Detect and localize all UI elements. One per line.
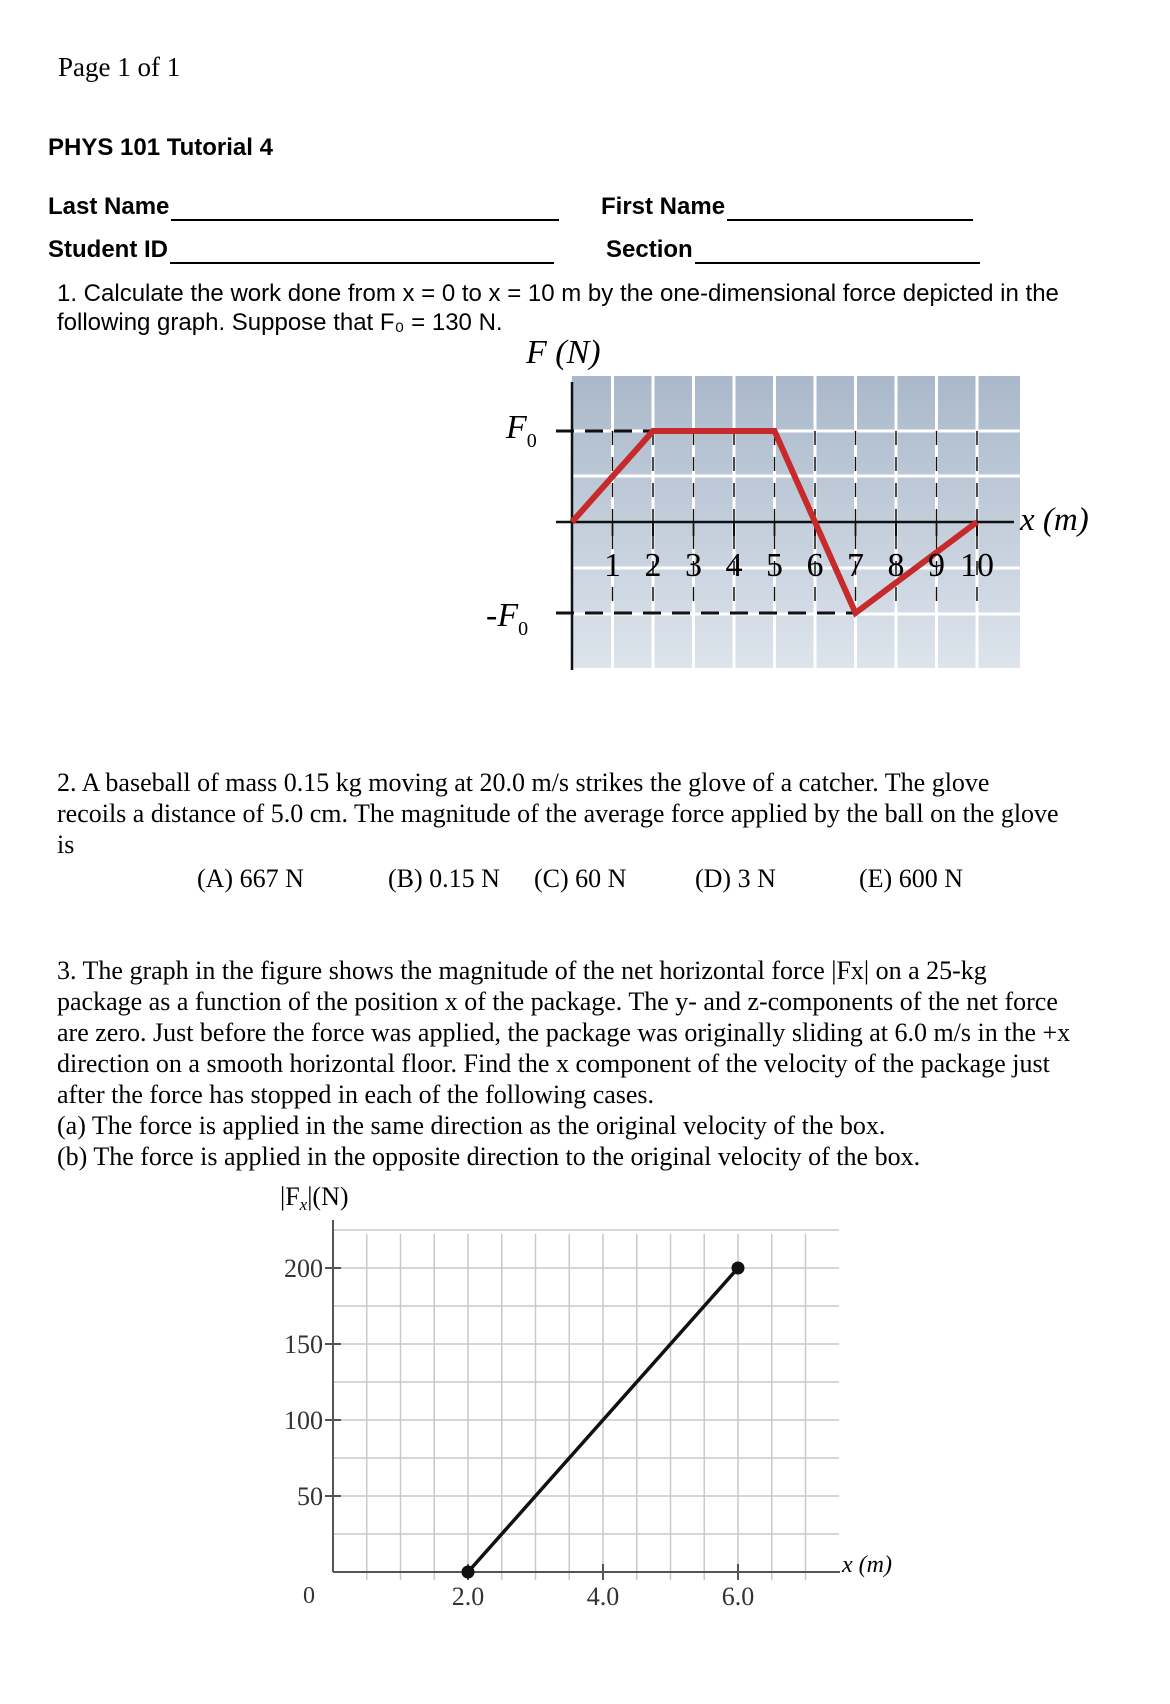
question-3-line-4: direction on a smooth horizontal floor. Find the x component of the velocity of the package just xyxy=(57,1049,1050,1078)
question-3-line-5: after the force has stopped in each of the following cases. xyxy=(57,1080,655,1109)
chart-2-grid xyxy=(333,1230,839,1580)
chart-1-x-tick-label-8: 8 xyxy=(887,547,905,584)
chart-1-x-tick-label-9: 9 xyxy=(928,547,945,584)
choice-c[interactable]: (C) 60 N xyxy=(534,864,627,893)
chart-2-x-tick-label-4.0: 4.0 xyxy=(586,1582,620,1611)
chart-1-x-tick-label-4: 4 xyxy=(725,547,743,584)
chart-1-x-axis-label: x (m) xyxy=(1020,502,1089,538)
question-3-line-7: (b) The force is applied in the opposite direction to the original velocity of the box. xyxy=(57,1142,921,1171)
chart-1-x-tick-label-2: 2 xyxy=(644,547,662,584)
chart-2-y-tick-labels xyxy=(284,1254,323,1511)
chart-1-x-tick-label-5: 5 xyxy=(766,547,783,584)
question-1-line-2: following graph. Suppose that F₀ = 130 N. xyxy=(57,309,503,336)
question-3-line-2: package as a function of the position x of the package. The y- and z-components of the net force xyxy=(57,987,1058,1016)
chart-1-x-tick-label-1: 1 xyxy=(604,547,621,584)
chart-1-x-tick-label-7: 7 xyxy=(847,547,864,584)
chart-2-y-tick-label-200: 200 xyxy=(284,1254,323,1283)
force-position-chart-1 xyxy=(0,0,1170,740)
force-position-chart-2 xyxy=(0,1160,1170,1620)
question-3-line-3: are zero. Just before the force was applied, the package was originally sliding at 6.0 m/s in the +x xyxy=(57,1018,1071,1047)
last-name-label: Last Name xyxy=(48,193,170,220)
chart-2-y-tick-label-50: 50 xyxy=(297,1482,323,1511)
question-2-line-1: 2. A baseball of mass 0.15 kg moving at 20.0 m/s strikes the glove of a catcher. The glove xyxy=(57,768,990,797)
chart-2-x-tick-label-6.0: 6.0 xyxy=(721,1582,755,1611)
chart-1-y-axis-label: F (N) xyxy=(526,334,601,371)
chart-2-y-axis-label: |Fx|(N) xyxy=(280,1182,349,1214)
chart-1-x-tick-label-10: 10 xyxy=(960,547,994,584)
chart-2-x-axis-label: x (m) xyxy=(842,1552,892,1578)
choice-d[interactable]: (D) 3 N xyxy=(695,864,776,893)
chart-2-point-1 xyxy=(732,1262,745,1275)
chart-2-point-0 xyxy=(462,1566,475,1579)
chart-2-x-tick-label-2.0: 2.0 xyxy=(451,1582,485,1611)
question-2-line-3: is xyxy=(57,830,75,859)
question-3-line-1: 3. The graph in the figure shows the magnitude of the net horizontal force |Fx| on a 25-kg xyxy=(57,956,987,985)
question-1-line-1: 1. Calculate the work done from x = 0 to x = 10 m by the one-dimensional force depicted in the xyxy=(57,280,1059,307)
chart-2-y-tick-label-150: 150 xyxy=(284,1330,323,1359)
choice-a[interactable]: (A) 667 N xyxy=(197,864,304,893)
chart-2-zero-label: 0 xyxy=(303,1583,315,1609)
choice-b[interactable]: (B) 0.15 N xyxy=(388,864,500,893)
chart-1-y-tick-neg: $-F_0$ xyxy=(486,597,529,640)
question-3-line-6: (a) The force is applied in the same direction as the original velocity of the box. xyxy=(57,1111,886,1140)
chart-1-y-tick-pos: $F_0$ xyxy=(506,409,537,452)
student-id-label: Student ID xyxy=(48,236,168,263)
question-3 xyxy=(57,955,1157,1172)
chart-1-x-tick-label-3: 3 xyxy=(685,547,702,584)
first-name-label: First Name xyxy=(601,193,726,220)
page-label: Page 1 of 1 xyxy=(58,52,181,82)
section-label: Section xyxy=(606,236,693,263)
chart-2-y-tick-label-100: 100 xyxy=(284,1406,323,1435)
chart-2-axes xyxy=(325,1220,840,1580)
tutorial-title: PHYS 101 Tutorial 4 xyxy=(48,134,273,161)
chart-1-x-tick-label-6: 6 xyxy=(806,547,824,584)
question-2-line-2: recoils a distance of 5.0 cm. The magnitude of the average force applied by the ball on the glove xyxy=(57,799,1059,828)
chart-2-x-tick-labels xyxy=(452,1582,755,1611)
question-2 xyxy=(57,767,1147,860)
choice-e[interactable]: (E) 600 N xyxy=(859,864,963,893)
